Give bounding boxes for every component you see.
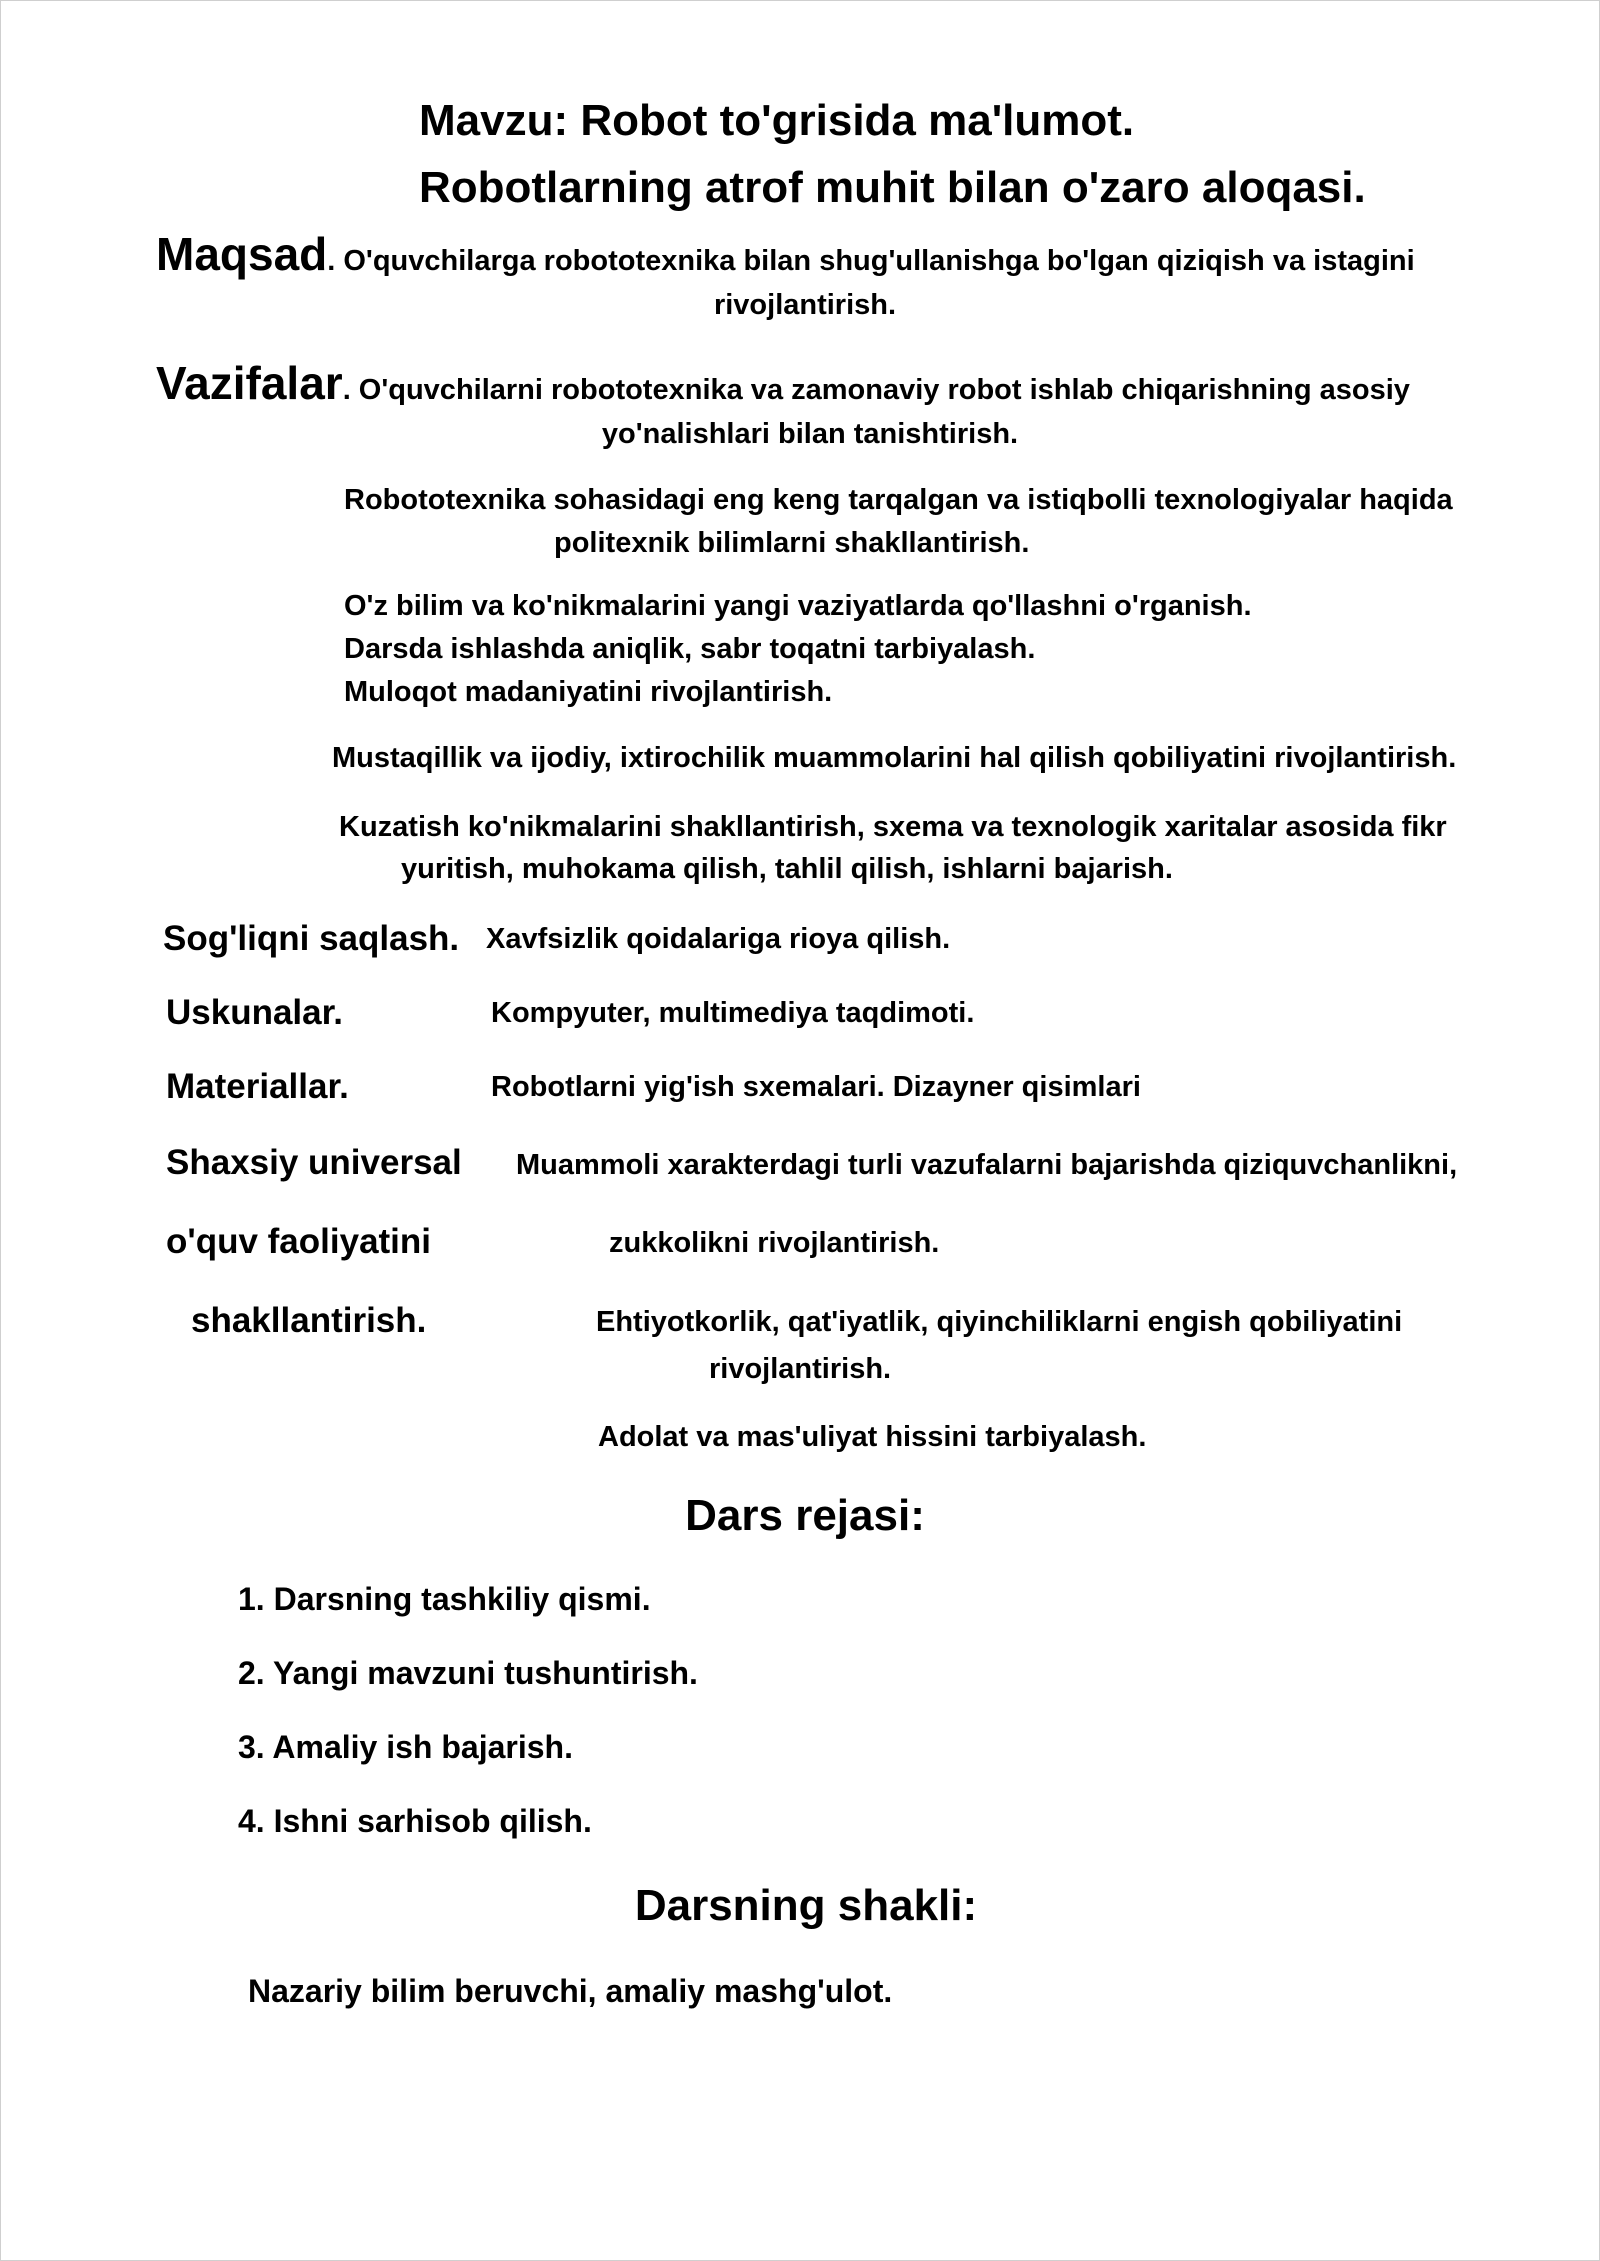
plan-heading: Dars rejasi: [685, 1491, 925, 1540]
materials-label: Materiallar. [166, 1067, 349, 1106]
task-item: Darsda ishlashda aniqlik, sabr toqatni tarbiyalash. [344, 633, 1036, 665]
plan-item: 4. Ishni sarhisob qilish. [238, 1803, 592, 1839]
task-item: Mustaqillik va ijodiy, ixtirochilik muammolarini hal qilish qobiliyatini rivojlantirish. [332, 742, 1457, 774]
task-item: politexnik bilimlarni shakllantirish. [554, 527, 1030, 559]
title-line-1: Mavzu: Robot to'grisida ma'lumot. [419, 96, 1135, 145]
tasks-text: . O'quvchilarni robototexnika va zamonaviy robot ishlab chiqarishning asosiy [342, 374, 1410, 406]
goal-text-cont: rivojlantirish. [713, 289, 897, 321]
tasks-row [156, 356, 1410, 410]
tasks-label: Vazifalar [156, 357, 343, 409]
equipment-text: Kompyuter, multimediya taqdimoti. [491, 997, 975, 1029]
tasks-text-cont: yo'nalishlari bilan tanishtirish. [601, 418, 1019, 450]
task-item: O'z bilim va ko'nikmalarini yangi vaziyatlarda qo'llashni o'rganish. [344, 590, 1252, 622]
goal-text: . O'quvchilarga robototexnika bilan shug'ullanishga bo'lgan qiziqish va istagini [327, 245, 1415, 277]
task-item: Muloqot madaniyatini rivojlantirish. [344, 676, 833, 708]
health-label: Sog'liqni saqlash. [163, 919, 460, 958]
materials-text: Robotlarni yig'ish sxemalari. Dizayner qisimlari [491, 1071, 1141, 1103]
skills-label-line: o'quv faoliyatini [166, 1222, 432, 1261]
equipment-label: Uskunalar. [166, 993, 344, 1032]
form-heading: Darsning shakli: [634, 1881, 978, 1930]
task-item: Robototexnika sohasidagi eng keng tarqalgan va istiqbolli texnologiyalar haqida [344, 484, 1453, 516]
skills-text-line: Ehtiyotkorlik, qat'iyatlik, qiyinchiliklarni engish qobiliyatini [596, 1306, 1403, 1338]
skills-text-line: zukkolikni rivojlantirish. [609, 1227, 940, 1259]
plan-item: 1. Darsning tashkiliy qismi. [238, 1581, 651, 1617]
plan-item: 3. Amaliy ish bajarish. [238, 1729, 573, 1765]
skills-text-line: Adolat va mas'uliyat hissini tarbiyalash. [598, 1421, 1147, 1453]
skills-label-line: Shaxsiy universal [166, 1143, 462, 1182]
goal-row [156, 227, 1415, 281]
goal-label: Maqsad [156, 228, 328, 280]
skills-text-line: rivojlantirish. [709, 1353, 892, 1385]
skills-text-line: Muammoli xarakterdagi turli vazufalarni bajarishda qiziquvchanlikni, [516, 1149, 1458, 1181]
title-line-2: Robotlarning atrof muhit bilan o'zaro aloqasi. [419, 163, 1366, 212]
form-text: Nazariy bilim beruvchi, amaliy mashg'ulot. [248, 1973, 893, 2009]
skills-label-line: shakllantirish. [191, 1301, 427, 1340]
task-item: Kuzatish ko'nikmalarini shakllantirish, sxema va texnologik xaritalar asosida fikr [339, 811, 1447, 843]
task-item: yuritish, muhokama qilish, tahlil qilish, ishlarni bajarish. [401, 853, 1173, 885]
plan-item: 2. Yangi mavzuni tushuntirish. [238, 1655, 698, 1691]
health-text: Xavfsizlik qoidalariga rioya qilish. [486, 923, 951, 955]
